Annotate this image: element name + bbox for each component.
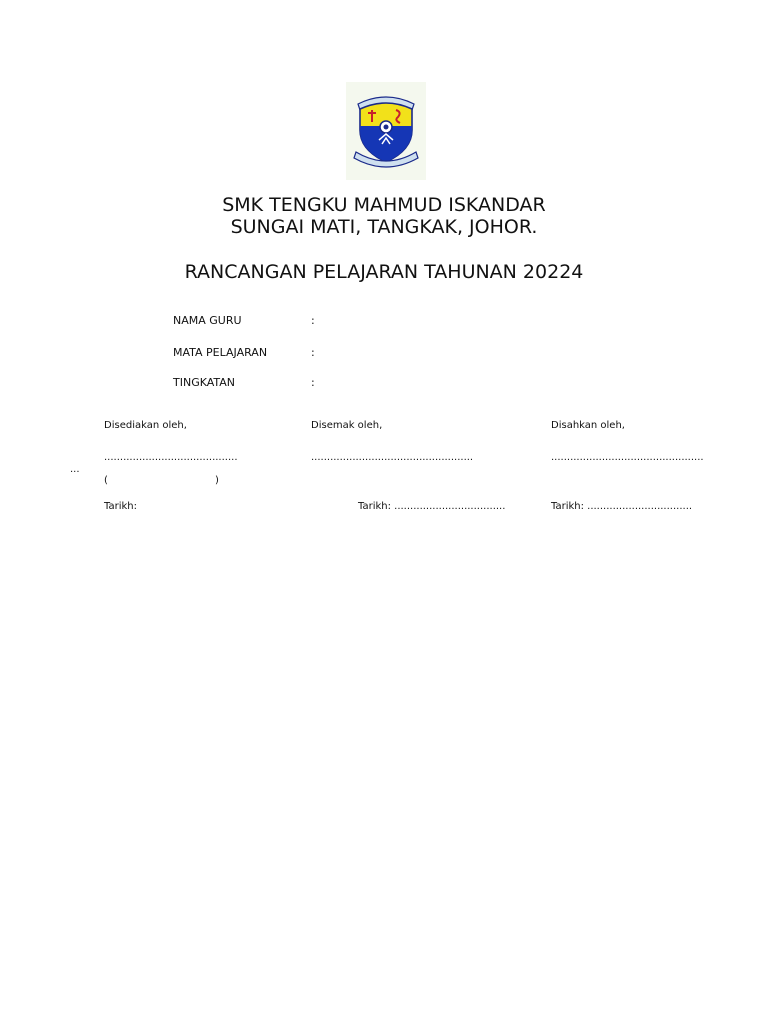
school-name: SMK TENGKU MAHMUD ISKANDAR [222,194,546,216]
name-paren-close: ) [215,475,219,486]
school-logo [346,82,426,180]
field-label-nama-guru: NAMA GURU [173,314,242,327]
field-separator: : [311,376,315,389]
approved-by-label: Disahkan oleh, [551,420,625,431]
field-label-tingkatan: TINGKATAN [173,376,236,389]
school-address: SUNGAI MATI, TANGKAK, JOHOR. [230,216,538,238]
prepared-date: Tarikh: [104,501,137,512]
field-label-mata-pelajaran: MATA PELAJARAN [173,346,268,359]
prepared-signature-line: .......................................... [104,452,238,463]
checked-signature-line: ................................................... [311,452,474,463]
prepared-by-label: Disediakan oleh, [104,420,187,431]
checked-by-label: Disemak oleh, [311,420,383,431]
approved-signature-line: ................................................ [551,452,704,463]
school-crest-icon [346,82,426,180]
approved-date: Tarikh: ................................. [551,501,693,512]
field-separator: : [311,314,315,327]
checked-date: Tarikh: ................................... [358,501,506,512]
name-paren-open: ( [104,475,108,486]
overflow-dots: ... [70,464,80,475]
document-title: RANCANGAN PELAJARAN TAHUNAN 20224 [184,261,584,283]
field-separator: : [311,346,315,359]
